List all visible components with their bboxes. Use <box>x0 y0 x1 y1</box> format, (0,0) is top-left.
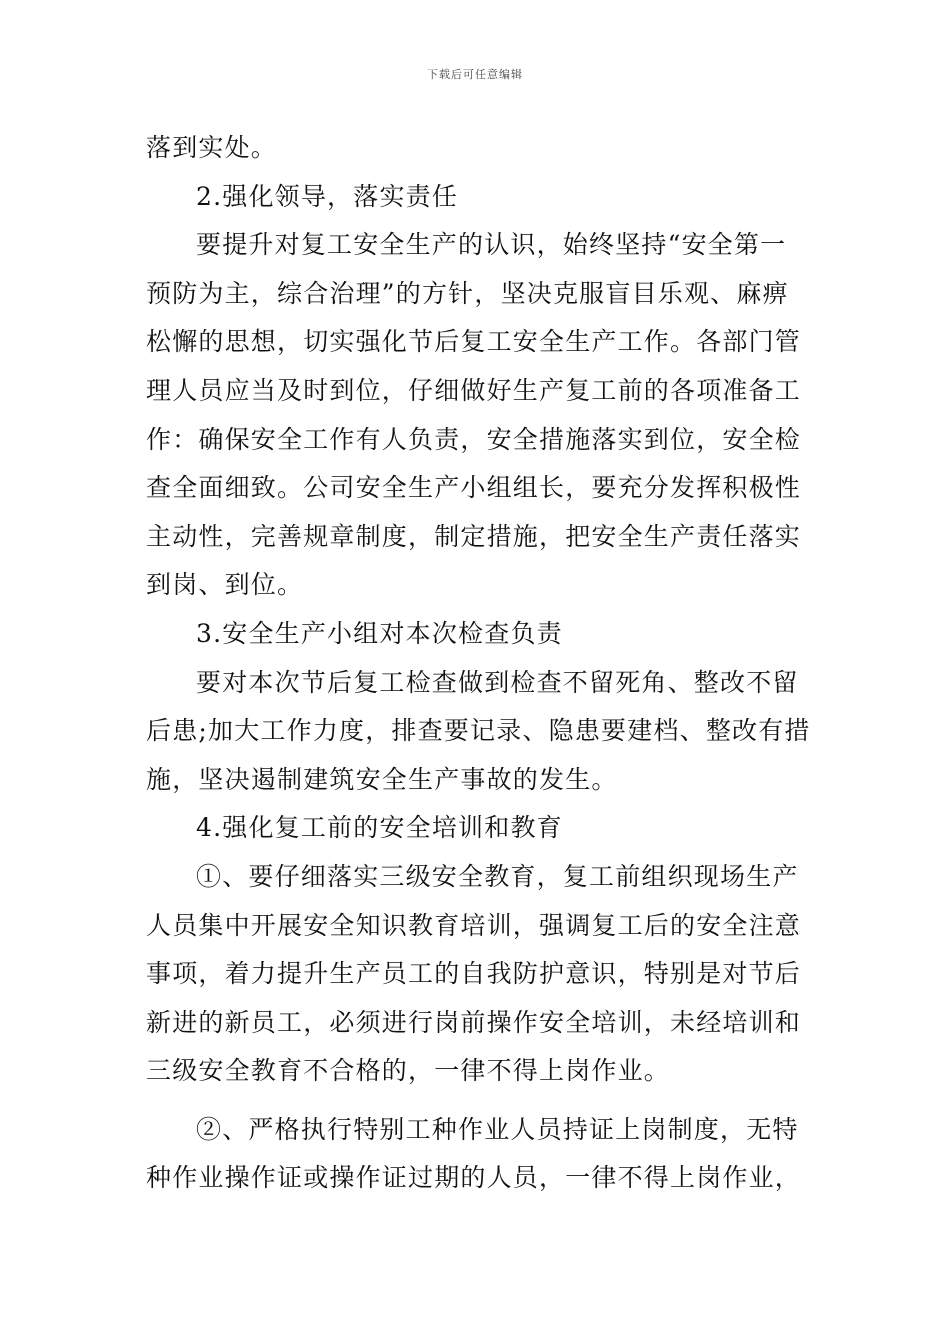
text-line: 三级安全教育不合格的，一律不得上岗作业。 <box>146 1056 671 1086</box>
text-line: 要提升对复工安全生产的认识，始终坚持“安全第一 <box>196 230 787 260</box>
text-line: 预防为主，综合治理”的方针，坚决克服盲目乐观、麻痹 <box>146 278 789 308</box>
page-header-note: 下载后可任意编辑 <box>427 68 523 81</box>
text-line: 主动性，完善规章制度，制定措施，把安全生产责任落实 <box>146 521 802 551</box>
text-line: 后患;加大工作力度，排查要记录、隐患要建档、整改有措 <box>146 716 811 746</box>
text-line: 落到实处。 <box>146 133 278 162</box>
document-body <box>146 124 810 1203</box>
text-line: 新进的新员工，必须进行岗前操作安全培训，未经培训和 <box>146 1007 802 1037</box>
text-line: 理人员应当及时到位，仔细做好生产复工前的各项准备工 <box>146 375 802 405</box>
text-line: 查全面细致。公司安全生产小组组长，要充分发挥积极性 <box>146 473 802 503</box>
text-line: 作：确保安全工作有人负责，安全措施落实到位，安全检 <box>146 424 802 454</box>
text-line: ②、严格执行特别工种作业人员持证上岗制度，无特 <box>196 1114 799 1144</box>
paragraph-spacer <box>146 1096 810 1106</box>
text-line: 要对本次节后复工检查做到检查不留死角、整改不留 <box>196 667 799 697</box>
text-line: 事项，着力提升生产员工的自我防护意识，特别是对节后 <box>146 959 802 989</box>
text-line: ①、要仔细落实三级安全教育，复工前组织现场生产 <box>196 861 799 891</box>
text-line: 人员集中开展安全知识教育培训，强调复工后的安全注意 <box>146 910 802 940</box>
section-heading: 2.强化领导，落实责任 <box>196 181 459 211</box>
section-heading: 4.强化复工前的安全培训和教育 <box>196 813 563 843</box>
text-line: 松懈的思想，切实强化节后复工安全生产工作。各部门管 <box>146 327 802 357</box>
text-line: 施，坚决遏制建筑安全生产事故的发生。 <box>146 764 618 794</box>
section-heading: 3.安全生产小组对本次检查负责 <box>196 618 563 648</box>
text-line: 到岗、到位。 <box>146 570 304 600</box>
text-line: 种作业操作证或操作证过期的人员，一律不得上岗作业， <box>146 1163 802 1193</box>
